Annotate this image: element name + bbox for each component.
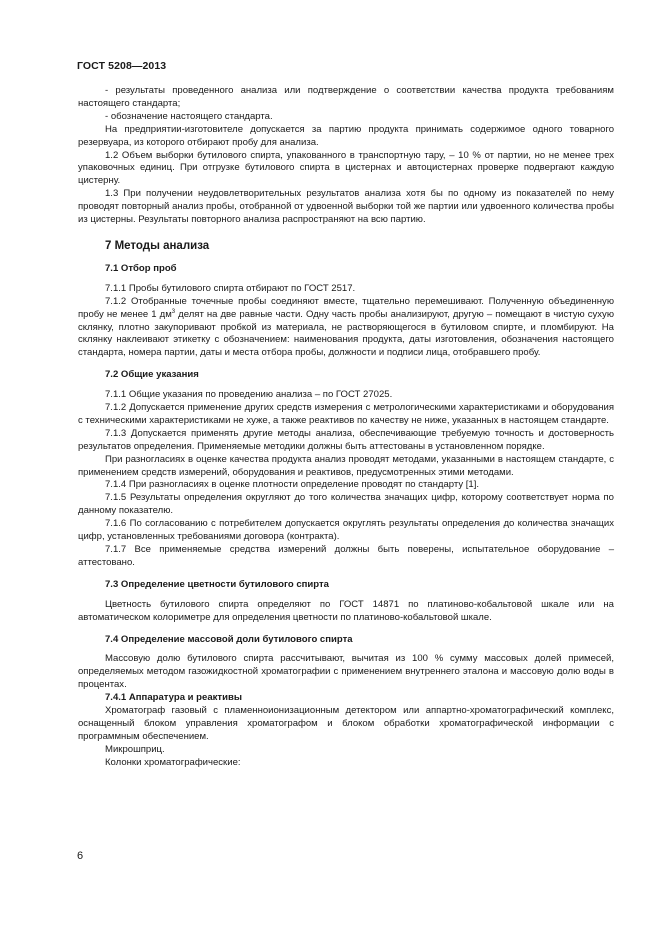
clause-7-2-p5: 7.1.4 При разногласиях в оценке плотности определение проводят по стандарту [1]. [105,479,480,491]
clause-1-2: 1.2 Объем выборки бутилового спирта, упакованного в транспортную тару, – 10 % от партии, но не менее трех упаковочных единиц. При отгрузке бутилового спирта в цистернах и автоцистернах проверке подвергают каждую цистерну. [78,149,614,187]
clause-7-4-1-p1: Хроматограф газовый с пламенноионизационным детектором или аппартно-хроматографический комплекс, оснащенный блоком управления хроматографом и блоком обработки хроматографической информации с программным обеспечением. [78,705,614,742]
unit-superscript: 3 [171,308,176,315]
clause-7-2-p1: 7.1.1 Общие указания по проведению анализа – по ГОСТ 27025. [105,389,393,401]
section-7-2-title: 7.2 Общие указания [105,369,199,381]
clause-1-3: 1.3 При получении неудовлетворительных результатов анализа хотя бы по одному из показателей по нему проводят повторный анализ пробы, отобранной от удвоенной выборки той же партии или удвоенного количества пробы из цистерны. Результаты повторного анализа распространяют на всю партию. [78,188,614,226]
clause-7-3-p1: Цветность бутилового спирта определяют по ГОСТ 14871 по платиново-кобальтовой шкале или на автоматическом колориметре для определения цветности по платиново-кобальтовой шкале. [78,598,614,623]
clause-7-1-2 [78,296,614,361]
clause-7-4-1-p3: Колонки хроматографические: [105,756,241,768]
document-header: ГОСТ 5208—2013 [77,60,167,72]
clause-7-4-p1: Массовую долю бутилового спирта рассчитывают, вычитая из 100 % сумму массовых долей примесей, определяемых методом газожидкостной хроматографии с применением внутреннего эталона и массовую долю воды в процентах. [78,653,614,691]
section-7-4-1-title: 7.4.1 Аппаратура и реактивы [105,692,242,704]
intro-paragraph-2: - обозначение настоящего стандарта. [105,110,273,122]
clause-7-1-2-text-a: 7.1.2 Отобранные точечные пробы соединяют вместе, тщательно перемешивают. Полученную объединенную пробу не менее 1 дм [78,295,614,320]
clause-7-4-1-p2: Микрошприц. [105,743,165,755]
section-7-4-title: 7.4 Определение массовой доли бутилового спирта [105,633,353,645]
clause-7-2-p8: 7.1.7 Все применяемые средства измерений должны быть поверены, испытательное оборудование – аттестовано. [78,544,614,568]
clause-7-1-2-text-b: делят на две равные части. Одну часть пробы анализируют, другую – помещают в чистую сухую склянку, плотно закупоривают пробкой из материала, не растворяющегося в бутиловом спирте, и пломбируют. На склянку наклеивают этикетку с обозначением: наименования продукта, даты изготовления, обозначения настоящего стандарта, номера партии, даты и места отбора пробы, должности и подписи лица, отобравшего пробу. [78,308,614,359]
section-7-1-title: 7.1 Отбор проб [105,262,177,274]
section-7-3-title: 7.3 Определение цветности бутилового спирта [105,578,329,590]
clause-7-2-p2: 7.1.2 Допускается применение других средств измерения с метрологическими характеристиками и оборудования с техническими характеристиками не хуже, а также реактивов по качеству не ниже, указанных в настоящем стандарте. [78,402,614,426]
section-7-title: 7 Методы анализа [105,239,210,252]
clause-7-1-1: 7.1.1 Пробы бутилового спирта отбирают по ГОСТ 2517. [105,282,356,294]
clause-7-2-p4: При разногласиях в оценке качества продукта анализ проводят методами, указанными в настоящем стандарте, с применением средств измерений, оборудования и реактивов, предусмотренных этими методами. [78,453,614,478]
document-body [78,85,614,770]
clause-7-2-p3: 7.1.3 Допускается применять другие методы анализа, обеспечивающие требуемую точность и достоверность результатов определения. Применяемые методики должны быть аттестованы в установленном порядке. [78,427,614,452]
page-number: 6 [77,850,84,862]
intro-paragraph-3: На предприятии-изготовителе допускается за партию продукта принимать содержимое одного товарного резервуара, из которого отбирают пробу для анализа. [78,123,614,148]
intro-paragraph-1: - результаты проведенного анализа или подтверждение о соответствии качества продукта требованиям настоящего стандарта; [78,85,614,109]
clause-7-2-p7: 7.1.6 По согласованию с потребителем допускается округлять результаты определения до количества значащих цифр, установленных требованиями договора (контракта). [78,518,614,543]
clause-7-2-p6: 7.1.5 Результаты определения округляют до того количества значащих цифр, которому соответствует норма по данному показателю. [78,492,614,517]
